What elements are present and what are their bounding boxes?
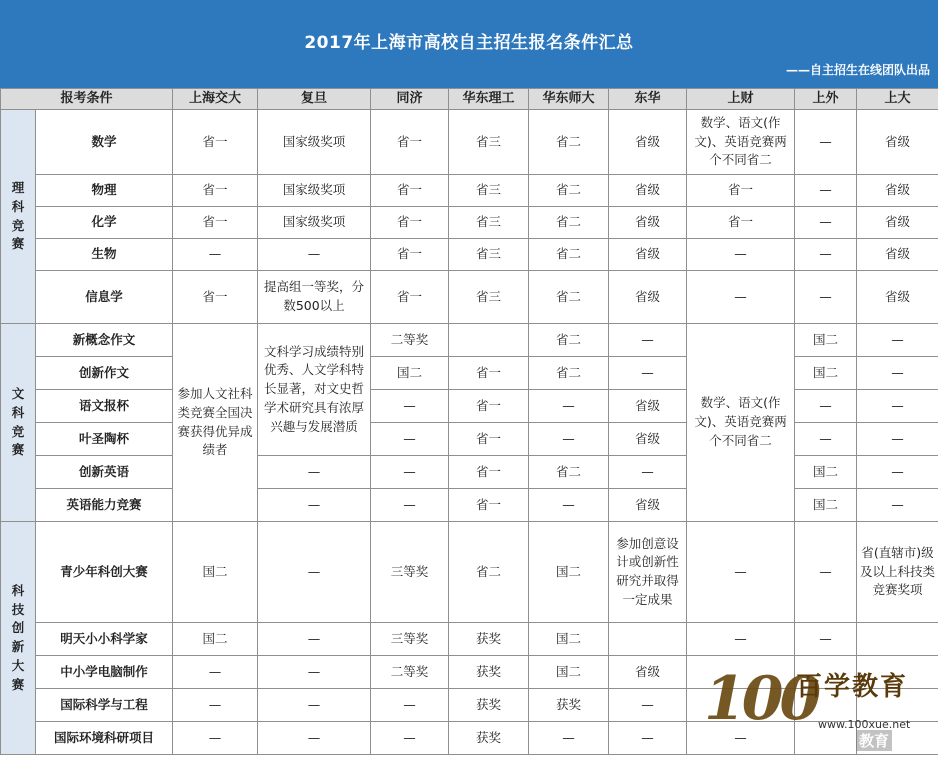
category-label: 科 技 创 新 大 赛 — [11, 582, 25, 692]
table-cell: — — [609, 324, 687, 357]
table-cell: — — [371, 456, 449, 489]
table-cell: 省级 — [609, 110, 687, 175]
table-cell — [687, 689, 795, 722]
logo-overlay: 教育 — [856, 730, 892, 751]
table-cell — [795, 689, 857, 722]
table-cell: — — [173, 239, 258, 271]
logo-number: 100 — [704, 664, 818, 734]
table-cell: — — [173, 656, 258, 689]
table-cell: 获奖 — [449, 623, 529, 656]
table-cell: — — [795, 423, 857, 456]
table-cell — [609, 623, 687, 656]
table-row — [1, 489, 938, 522]
table-cell: — — [795, 623, 857, 656]
header-shu: 上大 — [857, 89, 938, 110]
table-cell: — — [795, 271, 857, 324]
row-label: 青少年科创大赛 — [36, 522, 173, 623]
table-row — [1, 722, 938, 755]
table-row — [1, 239, 938, 271]
table-cell: 省一 — [371, 207, 449, 239]
header-sisu: 上外 — [795, 89, 857, 110]
table-cell: 国二 — [795, 456, 857, 489]
table-cell: 国家级奖项 — [258, 207, 371, 239]
table-cell: — — [258, 689, 371, 722]
table-header-row — [1, 89, 938, 110]
table-cell: — — [857, 489, 938, 522]
table-cell: 省一 — [371, 271, 449, 324]
merged-cell-sjtu: 参加人文社科类竞赛全国决赛获得优异成绩者 — [173, 324, 258, 522]
table-cell: 数学、语文(作文)、英语竞赛两个不同省二 — [687, 110, 795, 175]
table-cell: — — [609, 689, 687, 722]
table-cell: 获奖 — [449, 722, 529, 755]
table-cell: — — [371, 722, 449, 755]
table-cell: 省一 — [449, 390, 529, 423]
table-row — [1, 110, 938, 175]
table-cell: 国二 — [529, 656, 609, 689]
table-cell: 省二 — [529, 271, 609, 324]
table-cell: 三等奖 — [371, 522, 449, 623]
table-cell: — — [173, 689, 258, 722]
table-cell: 国二 — [173, 623, 258, 656]
category-science — [1, 110, 36, 324]
category-tech — [1, 522, 36, 755]
table-cell: 省三 — [449, 110, 529, 175]
row-label: 国际环境科研项目 — [36, 722, 173, 755]
table-cell: 省一 — [173, 271, 258, 324]
table-cell: — — [529, 722, 609, 755]
row-label: 信息学 — [36, 271, 173, 324]
header-dhu: 东华 — [609, 89, 687, 110]
table-cell: — — [258, 722, 371, 755]
row-label: 英语能力竞赛 — [36, 489, 173, 522]
table-cell: — — [371, 423, 449, 456]
table-cell: — — [529, 390, 609, 423]
row-label: 创新作文 — [36, 357, 173, 390]
table-cell — [795, 722, 857, 755]
table-cell: 国二 — [795, 489, 857, 522]
row-label: 生物 — [36, 239, 173, 271]
table-cell: 国二 — [795, 357, 857, 390]
table-cell: 省三 — [449, 239, 529, 271]
table-cell: — — [687, 522, 795, 623]
table-cell: 省级 — [609, 207, 687, 239]
table-row — [1, 423, 938, 456]
table-cell: 国二 — [529, 522, 609, 623]
row-label: 明天小小科学家 — [36, 623, 173, 656]
table-cell: 获奖 — [529, 689, 609, 722]
table-cell: — — [687, 623, 795, 656]
table-cell: 省级 — [609, 271, 687, 324]
table-row — [1, 623, 938, 656]
row-label: 数学 — [36, 110, 173, 175]
table-cell: — — [795, 390, 857, 423]
table-cell: — — [258, 489, 371, 522]
header-tongji: 同济 — [371, 89, 449, 110]
table-cell: 省级 — [857, 271, 938, 324]
table-cell: 省级 — [609, 656, 687, 689]
table-row — [1, 175, 938, 207]
table-row — [1, 456, 938, 489]
table-cell: 提高组一等奖，分数500以上 — [258, 271, 371, 324]
header-fudan: 复旦 — [258, 89, 371, 110]
table-cell: — — [173, 722, 258, 755]
row-label: 创新英语 — [36, 456, 173, 489]
table-cell — [857, 722, 938, 755]
table-cell: — — [529, 423, 609, 456]
table-cell: — — [857, 390, 938, 423]
category-label: 文 科 竞 赛 — [11, 386, 25, 458]
table-cell: 省(直辖市)级及以上科技类竞赛奖项 — [857, 522, 938, 623]
table-cell — [449, 324, 529, 357]
table-row — [1, 357, 938, 390]
table-cell: 省一 — [449, 357, 529, 390]
row-label: 物理 — [36, 175, 173, 207]
table-cell: 省一 — [173, 110, 258, 175]
table-row — [1, 390, 938, 423]
table-cell: 省二 — [529, 456, 609, 489]
header-banner — [0, 0, 938, 88]
table-cell: 省二 — [529, 175, 609, 207]
header-conditions: 报考条件 — [1, 89, 173, 110]
category-liberal — [1, 324, 36, 522]
header-sufe: 上财 — [687, 89, 795, 110]
table-row — [1, 324, 938, 357]
table-cell: 获奖 — [449, 689, 529, 722]
table-cell: 省一 — [449, 489, 529, 522]
table-cell: — — [857, 423, 938, 456]
table-cell: 省三 — [449, 271, 529, 324]
row-label: 化学 — [36, 207, 173, 239]
table-cell: 省一 — [449, 423, 529, 456]
table-cell: 国家级奖项 — [258, 175, 371, 207]
table-cell: 省二 — [529, 357, 609, 390]
table-cell: 省一 — [371, 175, 449, 207]
table-cell: 省级 — [609, 175, 687, 207]
table-row — [1, 656, 938, 689]
table-cell: 省级 — [857, 175, 938, 207]
table-cell: 省一 — [173, 175, 258, 207]
table-cell: 二等奖 — [371, 324, 449, 357]
table-row — [1, 522, 938, 623]
table-cell — [795, 656, 857, 689]
table-cell: — — [795, 175, 857, 207]
table-row — [1, 689, 938, 722]
table-cell: — — [371, 489, 449, 522]
table-cell: 省级 — [857, 239, 938, 271]
table-cell: — — [795, 239, 857, 271]
table-cell: — — [795, 207, 857, 239]
merged-cell-fudan: 文科学习成绩特别优秀、人文学科特长显著，对文史哲学术研究具有浓厚兴趣与发展潜质 — [258, 324, 371, 456]
header-ecust: 华东理工 — [449, 89, 529, 110]
table-cell: — — [371, 689, 449, 722]
row-label: 语文报杯 — [36, 390, 173, 423]
conditions-table — [0, 88, 938, 755]
table-cell: 省二 — [449, 522, 529, 623]
table-cell: — — [857, 357, 938, 390]
table-row — [1, 271, 938, 324]
table-cell: 省一 — [449, 456, 529, 489]
table-cell: — — [529, 489, 609, 522]
header-sjtu: 上海交大 — [173, 89, 258, 110]
table-cell: 省三 — [449, 207, 529, 239]
table-cell: 省级 — [609, 423, 687, 456]
table-cell: — — [609, 722, 687, 755]
page-subtitle: ——自主招生在线团队出品 — [785, 63, 930, 77]
table-cell: — — [687, 722, 795, 755]
table-row — [1, 207, 938, 239]
table-cell: 省一 — [371, 110, 449, 175]
table-cell: — — [258, 239, 371, 271]
table-cell: 获奖 — [449, 656, 529, 689]
page-title: 2017年上海市高校自主招生报名条件汇总 — [304, 33, 634, 53]
table-cell: 省二 — [529, 239, 609, 271]
table-cell: 国二 — [173, 522, 258, 623]
table-cell: 三等奖 — [371, 623, 449, 656]
table-cell: 国二 — [371, 357, 449, 390]
merged-cell-sufe: 数学、语文(作文)、英语竞赛两个不同省二 — [687, 324, 795, 522]
table-cell: — — [857, 324, 938, 357]
table-cell: 省级 — [609, 390, 687, 423]
row-label: 新概念作文 — [36, 324, 173, 357]
table-cell: — — [258, 623, 371, 656]
table-cell: — — [258, 522, 371, 623]
table-cell: 省级 — [609, 239, 687, 271]
table-cell: — — [795, 522, 857, 623]
table-cell: 国家级奖项 — [258, 110, 371, 175]
table-cell: 省二 — [529, 324, 609, 357]
logo-brand: 百学教育 — [796, 672, 909, 702]
table-cell: — — [857, 456, 938, 489]
table-cell: — — [609, 456, 687, 489]
row-label: 中小学电脑制作 — [36, 656, 173, 689]
table-cell — [857, 689, 938, 722]
table-cell: 省级 — [857, 207, 938, 239]
table-cell: 省一 — [371, 239, 449, 271]
table-cell — [857, 656, 938, 689]
table-cell: 国二 — [795, 324, 857, 357]
table-cell — [857, 623, 938, 656]
header-ecnu: 华东师大 — [529, 89, 609, 110]
table-cell: — — [258, 656, 371, 689]
table-cell: — — [371, 390, 449, 423]
category-label: 理 科 竞 赛 — [11, 180, 25, 252]
table-cell: 省三 — [449, 175, 529, 207]
table-cell: 国二 — [529, 623, 609, 656]
table-cell — [687, 656, 795, 689]
table-cell: 省一 — [173, 207, 258, 239]
table-cell: 参加创意设计或创新性研究并取得一定成果 — [609, 522, 687, 623]
table-cell: 省级 — [857, 110, 938, 175]
table-cell: — — [687, 239, 795, 271]
table-cell: — — [687, 271, 795, 324]
table-cell: 省二 — [529, 110, 609, 175]
table-cell: — — [795, 110, 857, 175]
table-cell: 省一 — [687, 207, 795, 239]
table-cell: 二等奖 — [371, 656, 449, 689]
row-label: 叶圣陶杯 — [36, 423, 173, 456]
table-cell: 省二 — [529, 207, 609, 239]
table-cell: 省级 — [609, 489, 687, 522]
row-label: 国际科学与工程 — [36, 689, 173, 722]
table-cell: — — [609, 357, 687, 390]
logo-url: www.100xue.net — [818, 718, 911, 731]
table-cell: 省一 — [687, 175, 795, 207]
table-cell: — — [258, 456, 371, 489]
